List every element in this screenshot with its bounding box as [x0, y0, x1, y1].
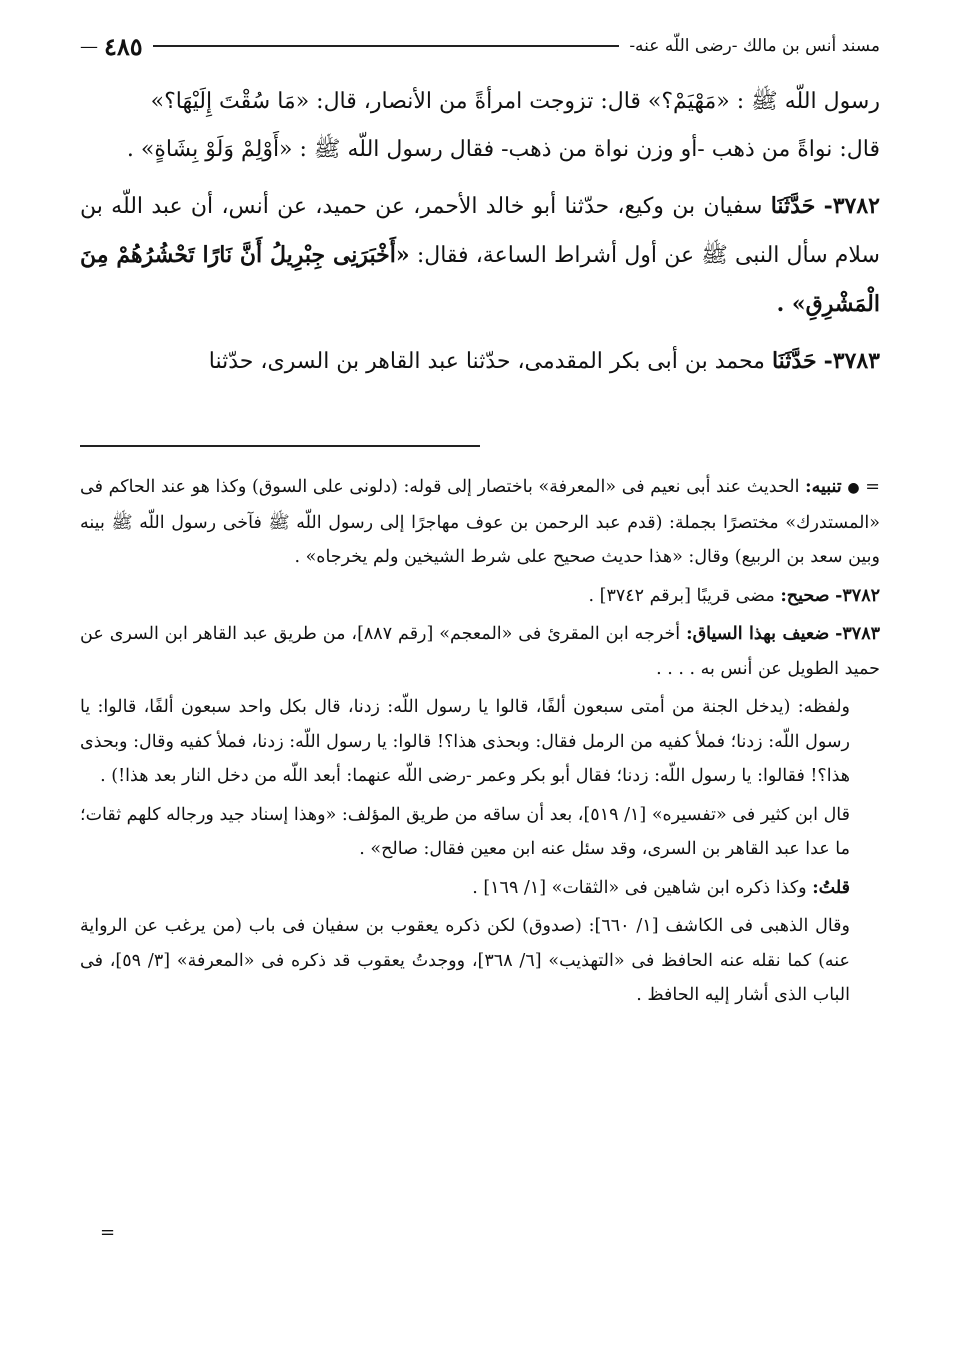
- hadith-3782: [80, 182, 880, 329]
- haddathana-word: حَدَّثَنَا: [771, 348, 817, 374]
- continuation-mark: =: [865, 477, 880, 497]
- note-qultu: [80, 871, 880, 906]
- tanbih-label: تنبيه:: [805, 477, 842, 497]
- continues-mark: =: [100, 1222, 116, 1243]
- footnote-divider: [80, 445, 480, 447]
- hadith-text: محمد بن أبى بكر المقدمى، حدّثنا عبد القاهر بن السرى، حدّثنا: [208, 349, 765, 374]
- header-dash: —: [80, 35, 98, 57]
- note-number: ٣٧٨٢-: [835, 585, 880, 606]
- grade-label: صحيح:: [780, 585, 830, 606]
- hadith-number: ٣٧٨٣-: [823, 348, 880, 374]
- qultu-label: قلتُ:: [812, 877, 850, 898]
- note-text: أخرجه ابن المقرئ فى «المعجم» [رقم ٨٨٧]، من طريق عبد القاهر ابن السرى عن حميد الطويل عن أنس به . . . .: [80, 624, 880, 679]
- note-lafzuhu: ولفظه: (يدخل الجنة من أمتى سبعون ألفًا، قالوا يا رسول اللّه: زدنا، قال بكل واحد سبعون ألفًا، قالوا: يا رسول اللّه: زدنا؛ فملأ كفيه من الرمل فقال: وبحذى هذا؟! قالوا: يا رسول اللّه: زدنا، فملأ كفيه وقال: وبحذى هذا؟! فقالوا: يا رسول اللّه: زدنا؛ فقال أبو بكر وعمر -رضى اللّه عنهما: أبعد اللّه من دخل النار بعد هذا!) .: [80, 697, 850, 786]
- main-text: [80, 78, 880, 394]
- bullet-icon: ●: [847, 480, 860, 496]
- note-3783: [80, 617, 880, 686]
- note-dhahabi: وقال الذهبى فى الكاشف [١/ ٦٦٠]: (صدوق) لكن ذكره يعقوب بن سفيان فى باب (من يرغب عن الرواية عنه) كما نقله عنه الحافظ فى «التهذيب» [٦/ ٣٦٨]، ووجدتُ يعقوب قد ذكره فى «المعرفة» [٣/ ٥٩]، فى الباب الذى أشار إليه الحافظ .: [80, 916, 851, 1005]
- continuation-line-1: رسول اللّه ﷺ : «مَهْيَمْ؟» قال: تزوجت امرأةً من الأنصار، قال: «مَا سُقْتَ إِلَيْهَا؟»: [150, 89, 880, 114]
- header-rule: [153, 45, 620, 47]
- grade-label: ضعيف بهذا السياق:: [686, 624, 830, 644]
- continuation-line-2: قال: نواةً من ذهب -أو وزن نواة من ذهب- فقال رسول اللّه ﷺ : «أَوْلِمْ وَلَوْ بِشَاةٍ» .: [126, 137, 880, 162]
- qultu-text: وكذا ذكره ابن شاهين فى «الثقات» [١/ ١٦٩] .: [472, 877, 807, 898]
- hadith-quote: «أَخْبَرَنِى جِبْرِيلُ أَنَّ نَارًا تَحْشُرُهُمْ مِنَ الْمَشْرِقِ» .: [80, 242, 880, 317]
- footnotes: [80, 470, 880, 1017]
- note-number: ٣٧٨٣-: [835, 624, 880, 644]
- running-title: مسند أنس بن مالك -رضى اللّه عنه-: [629, 36, 880, 56]
- hadith-3783: [80, 337, 880, 386]
- note-tanbih: [80, 470, 880, 575]
- page-header: [80, 30, 880, 62]
- tanbih-text: الحديث عند أبى نعيم فى «المعرفة» باختصار إلى قوله: (دلونى على السوق) وكذا هو عند الحاكم فى «المستدرك» مختصرًا بجملة: (قدم عبد الرحمن بن عوف مهاجرًا إلى رسول اللّه ﷺ فآخى رسول اللّه ﷺ بينه وبين سعد بن الربيع) وقال: «هذا حديث صحيح على شرط الشيخين ولم يخرجاه» .: [80, 477, 880, 567]
- page-number: ٤٨٥: [104, 31, 143, 61]
- haddathana-word: حَدَّثَنَا: [770, 193, 816, 219]
- note-text: مضى قريبًا [برقم ٣٧٤٢] .: [588, 585, 775, 606]
- hadith-text: سفيان بن وكيع، حدّثنا أبو خالد الأحمر، عن حميد، عن أنس، أن عبد اللّه بن سلام سأل النبى ﷺ عن أول أشراط الساعة، فقال:: [80, 194, 880, 268]
- hadith-number: ٣٧٨٢-: [823, 193, 880, 219]
- note-ibn-kathir: قال ابن كثير فى «تفسيره» [١/ ٥١٩]، بعد أن ساقه من طريق المؤلف: «وهذا إسناد جيد ورجاله كلهم ثقات؛ ما عدا عبد القاهر بن السرى، وقد سئل عنه ابن معين فقال: صالح» .: [80, 804, 850, 859]
- paragraph-continuation: [80, 78, 880, 174]
- note-3782: [80, 579, 880, 614]
